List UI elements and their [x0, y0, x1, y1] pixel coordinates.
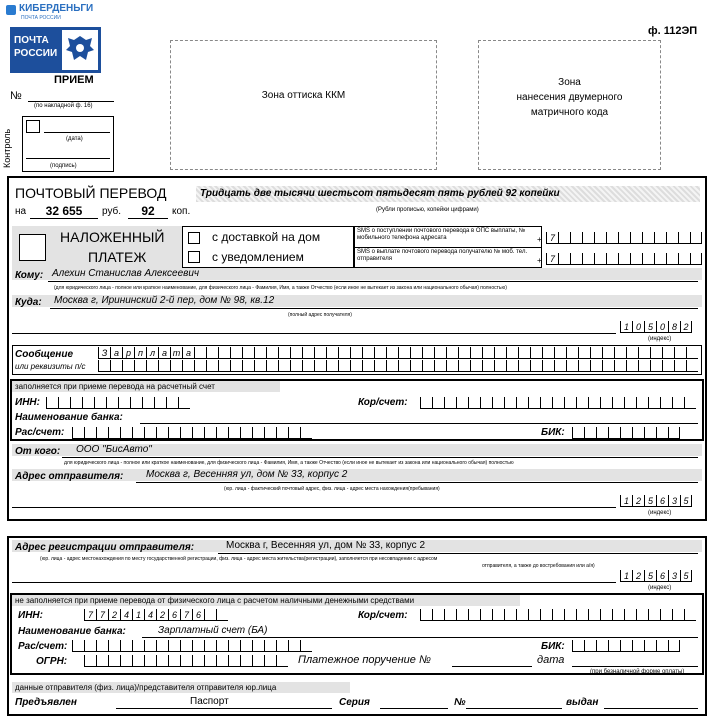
- idx-d: 2: [632, 495, 644, 507]
- amount-words: Тридцать две тысячи шестьсот пятьдесят пять рублей 92 копейки: [200, 188, 560, 199]
- kkm-zone-label: Зона оттиска ККМ: [261, 90, 346, 101]
- reg-line2: [12, 582, 616, 583]
- rub-label: руб.: [102, 206, 122, 217]
- id-doc: Паспорт: [190, 696, 229, 707]
- reg-caption2: отправителя, а также до востребования или а/я): [482, 563, 595, 569]
- account-header: заполняется при приеме перевода на расчетный счет: [15, 382, 215, 391]
- recipient-index-cells[interactable]: [620, 321, 692, 333]
- idx-d: 2: [680, 321, 692, 333]
- nc-rs-cells[interactable]: [72, 640, 312, 652]
- idx-d: 1: [620, 321, 632, 333]
- komu-caption: (для юридического лица - полное или краткое наименование, для физического лица - Фамилия, Имя, а также Отчество (если иное не вытекает из закона или национального обычая) полностью): [54, 285, 507, 291]
- inn-d: 7: [84, 609, 96, 621]
- acc-bik-label: БИК:: [541, 427, 565, 438]
- msg-char: а: [158, 347, 170, 359]
- cod-line2: ПЛАТЕЖ: [88, 249, 147, 265]
- idx-d: 8: [668, 321, 680, 333]
- sender-addr-line: [136, 482, 698, 483]
- nc-inn-cells[interactable]: [84, 609, 228, 621]
- sms1-phone-cells[interactable]: [546, 232, 702, 244]
- date-caption: (дата): [66, 136, 83, 142]
- idx-d: 1: [620, 570, 632, 582]
- recipient-index-caption: (индекс): [648, 336, 672, 342]
- na-label: на: [15, 206, 27, 217]
- form-code: ф. 112ЭП: [648, 25, 698, 37]
- id-vydan: выдан: [566, 697, 599, 708]
- ot-value: ООО "БисАвто": [76, 444, 152, 455]
- idx-d: 0: [656, 321, 668, 333]
- nc-noncash-caption: (при безналичной форме оплаты): [590, 669, 685, 675]
- nc-po-line: [452, 666, 532, 667]
- kuda-caption: (полный адрес получателя): [288, 312, 352, 318]
- inn-d: 2: [108, 609, 120, 621]
- nc-inn-label: ИНН:: [18, 610, 43, 621]
- komu-value: Алехин Станислав Алексеевич: [52, 268, 200, 279]
- reg-line: [218, 553, 698, 554]
- nc-bank-line: [142, 637, 698, 638]
- sender-addr-label: Адрес отправителя:: [15, 471, 124, 482]
- nc-korr-label: Кор/счет:: [358, 610, 408, 621]
- kuda-label: Куда:: [15, 297, 42, 308]
- kontrol-checkbox[interactable]: [26, 120, 40, 133]
- matrix-zone: [478, 40, 661, 170]
- id-seriya-line: [380, 708, 448, 709]
- rub-value: 32 655: [45, 204, 83, 218]
- idx-d: 5: [644, 570, 656, 582]
- matrix-zone-l3: матричного кода: [530, 107, 609, 118]
- acc-bik-cells[interactable]: [572, 427, 680, 439]
- inn-d: 6: [168, 609, 180, 621]
- date-line: [44, 132, 110, 133]
- idx-d: 6: [656, 570, 668, 582]
- idx-d: 6: [656, 495, 668, 507]
- idx-d: 3: [668, 570, 680, 582]
- message-sub: или реквизиты п/с: [15, 362, 86, 371]
- sign-caption: (подпись): [50, 163, 77, 169]
- id-predyavlen: Предъявлен: [15, 697, 77, 708]
- kop-label: коп.: [172, 206, 191, 217]
- nc-ogrn-cells[interactable]: [84, 655, 288, 667]
- ot-label: От кого:: [15, 446, 61, 457]
- nc-date-label: дата: [537, 654, 565, 666]
- acc-korr-label: Кор/счет:: [358, 397, 408, 408]
- sms2-seven: 7: [546, 253, 558, 265]
- sms1-plus: +: [537, 235, 542, 244]
- msg-char: а: [110, 347, 122, 359]
- amount-words-caption: (Рубли прописью, копейки цифрами): [376, 207, 479, 213]
- nc-korr-cells[interactable]: [420, 609, 696, 621]
- inn-d: 4: [144, 609, 156, 621]
- cod-checkbox[interactable]: [19, 234, 46, 261]
- nc-bik-cells[interactable]: [572, 640, 680, 652]
- sms2-phone-cells[interactable]: [546, 253, 702, 265]
- with-notice-label: с уведомлением: [212, 250, 304, 264]
- acc-bank-line: [140, 423, 698, 424]
- eagle-emblem-icon: [62, 30, 98, 70]
- kontrol-label: Контроль: [2, 128, 12, 168]
- message-cells-row2[interactable]: [98, 360, 698, 372]
- sms1-text: SMS о поступлении почтового перевода в ОПС выплаты, № мобильного телефона адресата: [357, 228, 526, 241]
- id-num: №: [454, 697, 466, 708]
- brand-logo: [6, 3, 116, 23]
- sms-divider: [354, 247, 542, 248]
- matrix-zone-l1: Зона: [558, 77, 581, 88]
- inn-d: 2: [156, 609, 168, 621]
- inn-d: 1: [132, 609, 144, 621]
- acc-rs-label: Рас/счет:: [15, 427, 65, 438]
- nc-rs-label: Рас/счет:: [18, 641, 68, 652]
- brand-icon: [6, 5, 16, 15]
- ot-caption: для юридического лица - полное или краткое наименование, для физического лица - Фамилия, Имя, а также Отчество (если иное не вытекает из закона или национального обычая) полностью: [64, 460, 514, 466]
- nakl-caption: (по накладной ф. 16): [34, 103, 93, 109]
- kuda-line: [50, 308, 698, 309]
- msg-char: л: [146, 347, 158, 359]
- acc-inn-label: ИНН:: [15, 397, 40, 408]
- id-seriya: Серия: [339, 697, 370, 708]
- with-delivery-label: с доставкой на дом: [212, 230, 321, 244]
- komu-label: Кому:: [15, 270, 44, 281]
- idx-d: 0: [632, 321, 644, 333]
- sender-addr-value: Москва г, Весенняя ул, дом № 33, корпус 2: [146, 469, 348, 480]
- nc-payment-order: Платежное поручение №: [298, 654, 431, 666]
- reg-label: Адрес регистрации отправителя:: [15, 542, 195, 553]
- inn-d: 4: [120, 609, 132, 621]
- num-label: №: [10, 90, 22, 102]
- kuda-value: Москва г, Ирининский 2-й пер, дом № 98, кв.12: [54, 295, 275, 306]
- with-notice-checkbox[interactable]: [188, 251, 200, 263]
- kuda-line2: [12, 333, 616, 334]
- idx-d: 2: [632, 570, 644, 582]
- sms1-seven: 7: [546, 232, 558, 244]
- komu-line: [48, 281, 698, 282]
- msg-char: т: [170, 347, 182, 359]
- msg-char: п: [134, 347, 146, 359]
- acc-inn-cells[interactable]: [46, 397, 190, 409]
- num-line: [28, 101, 114, 102]
- nc-bik-label: БИК:: [541, 641, 565, 652]
- logo-line1: ПОЧТА: [14, 35, 49, 46]
- acc-korr-cells[interactable]: [420, 397, 696, 409]
- sender-addr-caption: (юр. лица - фактический почтовый адрес, физ. лица - адрес места нахождения(пребывания): [224, 486, 440, 492]
- transfer-title: ПОЧТОВЫЙ ПЕРЕВОД: [15, 185, 167, 201]
- idx-d: 3: [668, 495, 680, 507]
- message-cells[interactable]: [98, 347, 698, 359]
- msg-char: а: [182, 347, 194, 359]
- nc-bank-value: Зарплатный счет (БА): [158, 625, 268, 636]
- idx-d: 5: [644, 321, 656, 333]
- idx-d: 5: [680, 570, 692, 582]
- kkm-zone: [170, 40, 437, 170]
- reg-index-caption: (индекс): [648, 585, 672, 591]
- inn-d: 7: [180, 609, 192, 621]
- idx-d: 5: [644, 495, 656, 507]
- idx-d: 5: [680, 495, 692, 507]
- acc-bank-label: Наименование банка:: [15, 412, 123, 423]
- matrix-zone-l2: нанесения двумерного: [516, 92, 623, 103]
- post-logo: [10, 27, 101, 73]
- with-delivery-checkbox[interactable]: [188, 232, 200, 244]
- sender-addr-line2: [12, 507, 616, 508]
- reg-value: Москва г, Весенняя ул, дом № 33, корпус 2: [226, 540, 426, 551]
- rub-line: [30, 218, 98, 219]
- reg-index-cells[interactable]: [620, 570, 692, 582]
- sms2-plus: +: [537, 256, 542, 265]
- acc-rs-cells[interactable]: [72, 427, 312, 439]
- id-num-line: [466, 708, 562, 709]
- logo-line2: РОССИИ: [14, 48, 58, 59]
- sender-index-cells[interactable]: [620, 495, 692, 507]
- inn-d: 6: [192, 609, 204, 621]
- id-doc-line: [116, 708, 332, 709]
- msg-char: р: [122, 347, 134, 359]
- nc-date-line: [572, 666, 698, 667]
- sender-index-caption: (индекс): [648, 510, 672, 516]
- id-header: данные отправителя (физ. лица)/представителя отправителя юр.лица: [15, 683, 277, 692]
- msg-char: З: [98, 347, 110, 359]
- message-label: Сообщение: [15, 349, 74, 360]
- nc-bank-label: Наименование банка:: [18, 626, 126, 637]
- nc-ogrn-label: ОГРН:: [36, 656, 68, 667]
- kop-value: 92: [141, 204, 155, 218]
- priem-title: ПРИЕМ: [54, 74, 94, 86]
- no-cash-header: не заполняется при приеме перевода от физического лица с расчетом наличными денежными средствами: [15, 596, 415, 605]
- sign-line: [26, 158, 110, 159]
- brand-sub: ПОЧТА РОССИИ: [21, 15, 61, 21]
- inn-d: 7: [96, 609, 108, 621]
- reg-caption1: (юр. лица - адрес местонахождения по месту государственной регистрации, физ. лица - адрес места жительства(регистрации), заполняется при несовпадении с адресом: [40, 556, 438, 562]
- sms2-text: SMS о выплате почтового перевода получателю № моб. тел. отправителя: [357, 249, 528, 262]
- kop-line: [128, 218, 168, 219]
- id-vydan-line: [604, 708, 698, 709]
- brand-name: КИБЕРДЕНЬГИ: [19, 3, 94, 14]
- idx-d: 1: [620, 495, 632, 507]
- ot-line: [62, 457, 698, 458]
- cod-line1: НАЛОЖЕННЫЙ: [60, 229, 165, 245]
